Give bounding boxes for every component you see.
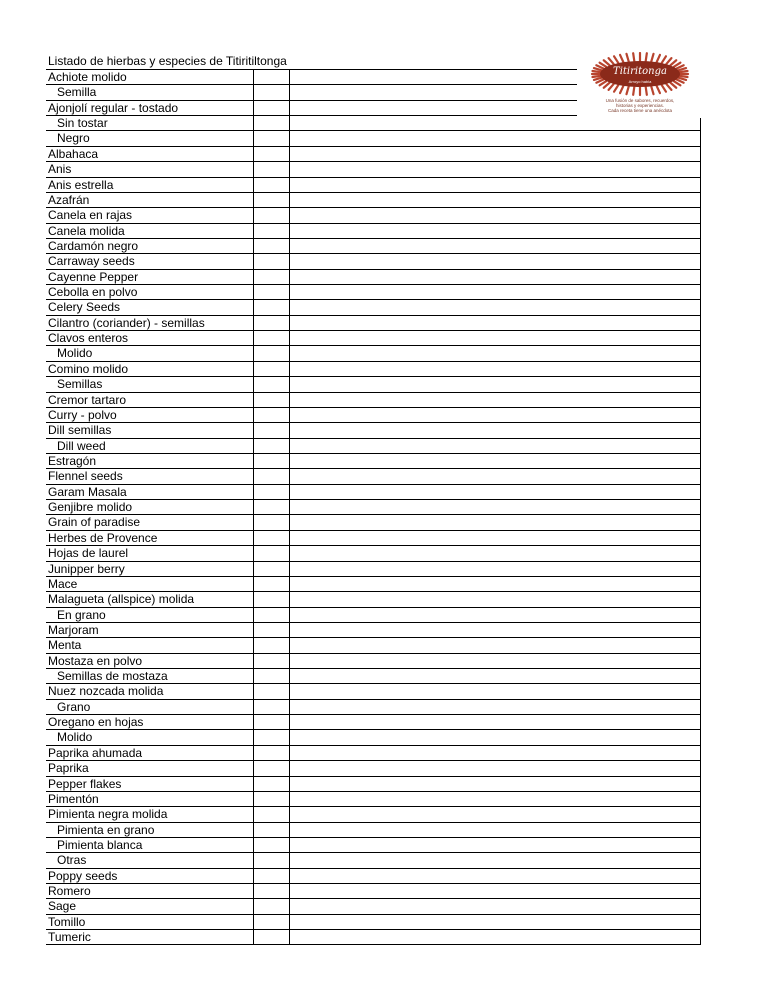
notes-cell[interactable] [290,637,701,652]
table-row [46,146,701,161]
notes-cell[interactable] [290,929,701,944]
item-label: Malagueta (allspice) molida [48,592,195,607]
item-label: Estragón [48,453,97,468]
table-row [46,223,701,238]
table-row [46,776,701,791]
table-row [46,822,701,837]
table-row [46,530,701,545]
item-label: Canela molida [48,223,125,238]
notes-cell[interactable] [290,729,701,744]
quantity-cell[interactable] [253,146,290,161]
item-label: Dill semillas [48,423,112,438]
notes-cell[interactable] [290,177,701,192]
quantity-cell[interactable] [253,760,290,775]
item-label: Cilantro (coriander) - semillas [48,315,205,330]
table-row [46,361,701,376]
quantity-cell[interactable] [253,238,290,253]
quantity-cell[interactable] [253,438,290,453]
item-label: Grano [57,699,91,714]
item-label: Cardamón negro [48,238,139,253]
table-row [46,376,701,391]
notes-cell[interactable] [290,883,701,898]
quantity-cell[interactable] [253,84,290,99]
notes-cell[interactable] [290,561,701,576]
table-row [46,561,701,576]
quantity-cell[interactable] [253,130,290,145]
quantity-cell[interactable] [253,422,290,437]
table-row [46,253,701,268]
table-row [46,837,701,852]
item-label: Hojas de laurel [48,546,129,561]
quantity-cell[interactable] [253,345,290,360]
table-row [46,130,701,145]
table-row [46,653,701,668]
table-row [46,345,701,360]
notes-cell[interactable] [290,130,701,145]
notes-cell[interactable] [290,514,701,529]
item-label: Sage [48,899,77,914]
item-label: Paprika [48,761,89,776]
table-row [46,284,701,299]
quantity-cell[interactable] [253,699,290,714]
item-label: Mace [48,576,78,591]
item-label: Curry - polvo [48,407,117,422]
quantity-cell[interactable] [253,914,290,929]
quantity-cell[interactable] [253,407,290,422]
table-row [46,499,701,514]
quantity-cell[interactable] [253,223,290,238]
item-label: Pimienta negra molida [48,807,168,822]
notes-cell[interactable] [290,269,701,284]
item-label: Marjoram [48,622,99,637]
notes-cell[interactable] [290,438,701,453]
item-label: Junipper berry [48,561,125,576]
table-row [46,852,701,867]
notes-cell[interactable] [290,453,701,468]
notes-cell[interactable] [290,422,701,437]
quantity-cell[interactable] [253,745,290,760]
notes-cell[interactable] [290,714,701,729]
table-row [46,745,701,760]
quantity-cell[interactable] [253,683,290,698]
notes-cell[interactable] [290,238,701,253]
item-label: Celery Seeds [48,300,121,315]
notes-cell[interactable] [290,146,701,161]
notes-cell[interactable] [290,392,701,407]
notes-cell[interactable] [290,591,701,606]
table-row [46,238,701,253]
item-label: Comino molido [48,361,129,376]
quantity-cell[interactable] [253,299,290,314]
notes-cell[interactable] [290,284,701,299]
item-label: Semillas de mostaza [57,669,168,684]
notes-cell[interactable] [290,868,701,883]
notes-cell[interactable] [290,468,701,483]
quantity-cell[interactable] [253,852,290,867]
item-label: Semillas [57,377,103,392]
table-row [46,683,701,698]
logo-brand-sub: Arroyo habla [628,79,652,84]
notes-cell[interactable] [290,776,701,791]
notes-cell[interactable] [290,914,701,929]
notes-cell[interactable] [290,837,701,852]
item-label: Anis estrella [48,177,114,192]
table-row [46,330,701,345]
notes-cell[interactable] [290,223,701,238]
notes-cell[interactable] [290,683,701,698]
table-row [46,883,701,898]
table-row [46,453,701,468]
notes-cell[interactable] [290,822,701,837]
item-label: Herbes de Provence [48,530,158,545]
quantity-cell[interactable] [253,207,290,222]
item-label: Pepper flakes [48,776,122,791]
notes-cell[interactable] [290,407,701,422]
table-row [46,315,701,330]
notes-cell[interactable] [290,330,701,345]
quantity-cell[interactable] [253,591,290,606]
quantity-cell[interactable] [253,729,290,744]
quantity-cell[interactable] [253,561,290,576]
notes-cell[interactable] [290,791,701,806]
notes-cell[interactable] [290,622,701,637]
notes-cell[interactable] [290,253,701,268]
item-label: Molido [57,730,93,745]
logo-tagline-2: historias y experiencias. [615,103,665,108]
item-label: Ajonjolí regular - tostado [48,100,179,115]
table-row [46,207,701,222]
quantity-cell[interactable] [253,453,290,468]
table-row [46,806,701,821]
item-label: Anis [48,162,72,177]
table-row [46,714,701,729]
table-row [46,468,701,483]
quantity-cell[interactable] [253,791,290,806]
item-label: Cayenne Pepper [48,269,139,284]
table-row [46,192,701,207]
item-label: Clavos enteros [48,331,129,346]
document-title: Listado de hierbas y especies de Titiritiltonga [48,54,287,68]
spice-list-table [46,69,701,945]
quantity-cell[interactable] [253,637,290,652]
item-label: Pimienta en grano [57,822,155,837]
quantity-cell[interactable] [253,576,290,591]
table-row [46,299,701,314]
table-row [46,591,701,606]
quantity-cell[interactable] [253,69,290,84]
item-label: Azafrán [48,192,90,207]
table-row [46,760,701,775]
quantity-cell[interactable] [253,837,290,852]
table-row [46,484,701,499]
table-row [46,438,701,453]
notes-cell[interactable] [290,745,701,760]
quantity-cell[interactable] [253,484,290,499]
quantity-cell[interactable] [253,776,290,791]
table-row [46,868,701,883]
item-label: Canela en rajas [48,208,133,223]
table-row [46,791,701,806]
table-row [46,637,701,652]
quantity-cell[interactable] [253,868,290,883]
quantity-cell[interactable] [253,883,290,898]
quantity-cell[interactable] [253,499,290,514]
table-row [46,269,701,284]
logo [577,52,703,118]
logo-tagline-1: Una fusión de sabores, recuerdos, [605,98,675,103]
quantity-cell[interactable] [253,514,290,529]
item-label: Poppy seeds [48,868,118,883]
quantity-cell[interactable] [253,376,290,391]
item-label: Mostaza en polvo [48,653,143,668]
table-row [46,392,701,407]
item-label: Otras [57,853,87,868]
notes-cell[interactable] [290,607,701,622]
quantity-cell[interactable] [253,315,290,330]
item-label: Oregano en hojas [48,715,144,730]
logo-brand: Titiritonga [613,66,667,77]
table-row [46,407,701,422]
table-row [46,699,701,714]
notes-cell[interactable] [290,653,701,668]
notes-cell[interactable] [290,207,701,222]
quantity-cell[interactable] [253,898,290,913]
item-label: Cebolla en polvo [48,285,138,300]
notes-cell[interactable] [290,161,701,176]
quantity-cell[interactable] [253,530,290,545]
table-row [46,545,701,560]
table-row [46,914,701,929]
quantity-cell[interactable] [253,192,290,207]
quantity-cell[interactable] [253,714,290,729]
item-label: Tomillo [48,914,86,929]
notes-cell[interactable] [290,299,701,314]
quantity-cell[interactable] [253,668,290,683]
item-label: Romero [48,884,91,899]
item-label: Flennel seeds [48,469,123,484]
quantity-cell[interactable] [253,607,290,622]
notes-cell[interactable] [290,760,701,775]
quantity-cell[interactable] [253,253,290,268]
item-label: Achiote molido [48,70,127,84]
quantity-cell[interactable] [253,468,290,483]
item-label: Pimienta blanca [57,837,143,852]
item-label: Carraway seeds [48,254,135,269]
item-label: Nuez nozcada molida [48,684,164,699]
item-label: Tumeric [48,930,91,945]
item-label: Paprika ahumada [48,745,143,760]
table-row [46,929,701,945]
quantity-cell[interactable] [253,822,290,837]
quantity-cell[interactable] [253,545,290,560]
quantity-cell[interactable] [253,284,290,299]
notes-cell[interactable] [290,699,701,714]
item-label: Garam Masala [48,484,127,499]
notes-cell[interactable] [290,852,701,867]
item-label: Grain of paradise [48,515,141,530]
notes-cell[interactable] [290,668,701,683]
table-row [46,607,701,622]
notes-cell[interactable] [290,576,701,591]
notes-cell[interactable] [290,192,701,207]
quantity-cell[interactable] [253,622,290,637]
notes-cell[interactable] [290,898,701,913]
notes-cell[interactable] [290,530,701,545]
notes-cell[interactable] [290,361,701,376]
quantity-cell[interactable] [253,653,290,668]
quantity-cell[interactable] [253,269,290,284]
table-row [46,514,701,529]
table-row [46,161,701,176]
item-label: Genjibre molido [48,500,133,515]
quantity-cell[interactable] [253,100,290,115]
item-label: Negro [57,131,90,146]
item-label: Menta [48,638,82,653]
item-label: Pimentón [48,791,99,806]
quantity-cell[interactable] [253,392,290,407]
logo-tagline-3: Cada receta tiene una anécdota [607,108,673,113]
quantity-cell[interactable] [253,361,290,376]
table-row [46,422,701,437]
item-label: Cremor tartaro [48,392,127,407]
item-label: En grano [57,607,106,622]
notes-cell[interactable] [290,484,701,499]
table-row [46,177,701,192]
item-label: Semilla [57,85,97,100]
item-label: Dill weed [57,438,106,453]
quantity-cell[interactable] [253,161,290,176]
item-label: Molido [57,346,93,361]
notes-cell[interactable] [290,315,701,330]
table-row [46,622,701,637]
quantity-cell[interactable] [253,806,290,821]
notes-cell[interactable] [290,806,701,821]
table-row [46,729,701,744]
notes-cell[interactable] [290,545,701,560]
item-label: Sin tostar [57,116,108,131]
table-row [46,576,701,591]
table-row [46,668,701,683]
notes-cell[interactable] [290,499,701,514]
quantity-cell[interactable] [253,929,290,944]
notes-cell[interactable] [290,376,701,391]
table-row [46,898,701,913]
quantity-cell[interactable] [253,177,290,192]
quantity-cell[interactable] [253,115,290,130]
notes-cell[interactable] [290,345,701,360]
item-label: Albahaca [48,146,99,161]
quantity-cell[interactable] [253,330,290,345]
